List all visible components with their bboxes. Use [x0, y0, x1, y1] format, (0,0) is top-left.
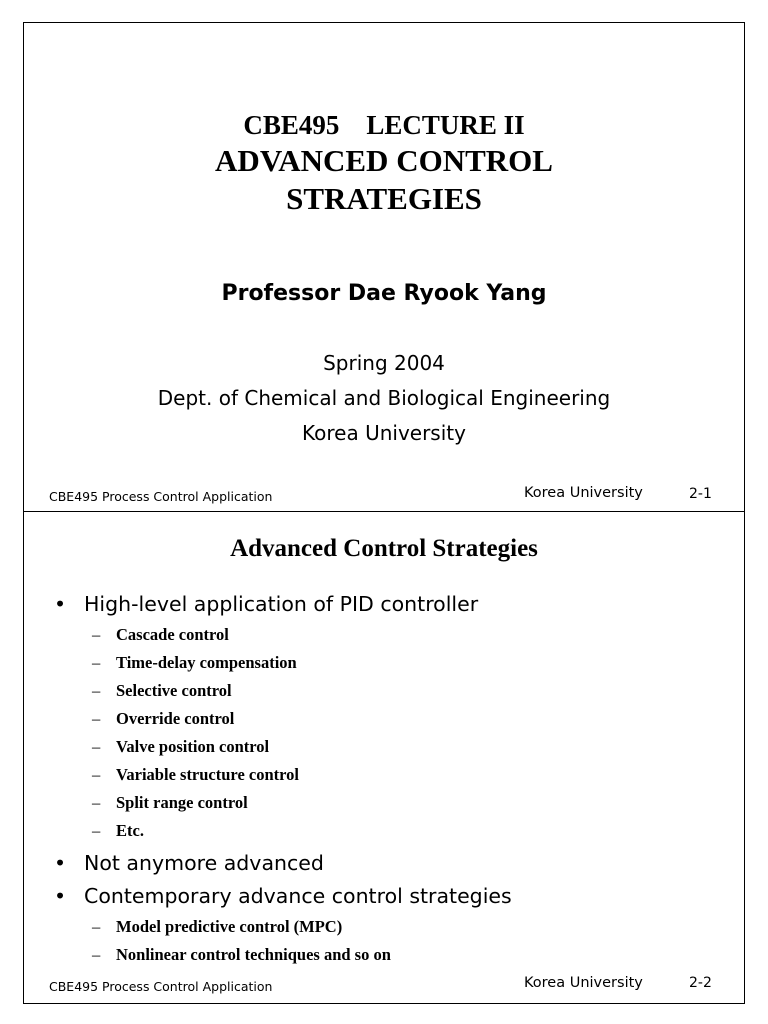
page-number: 2-2: [689, 975, 712, 991]
lecture-title-line-1: ADVANCED CONTROL: [215, 143, 553, 178]
sub-item: [92, 765, 299, 785]
bullet-text: Contemporary advance control strategies: [84, 884, 512, 908]
lecture-title-line-2: STRATEGIES: [286, 181, 482, 216]
dash-icon: –: [92, 681, 101, 700]
bullet-item: [54, 592, 478, 616]
sub-item-text: Model predictive control (MPC): [116, 917, 343, 936]
term: Spring 2004: [323, 351, 445, 375]
dash-icon: –: [92, 653, 101, 672]
sub-item: [92, 709, 234, 729]
dash-icon: –: [92, 765, 101, 784]
dash-icon: –: [92, 821, 101, 840]
page-number: 2-1: [689, 486, 712, 502]
sub-item: [92, 917, 342, 937]
dash-icon: –: [92, 945, 101, 964]
professor-name: Professor Dae Ryook Yang: [221, 281, 547, 306]
bullet-icon: •: [54, 592, 67, 616]
sub-item: [92, 681, 232, 701]
sub-item-text: Variable structure control: [116, 765, 300, 784]
sub-item-text: Time-delay compensation: [116, 653, 297, 672]
sub-item: [92, 625, 229, 645]
dash-icon: –: [92, 793, 101, 812]
department: Dept. of Chemical and Biological Engineering: [157, 386, 611, 410]
footer-university: Korea University: [524, 485, 643, 501]
footer-course: CBE495 Process Control Application: [49, 979, 273, 994]
dash-icon: –: [92, 917, 101, 936]
sub-item-text: Etc.: [116, 821, 144, 840]
sub-item-text: Selective control: [116, 681, 232, 700]
sub-item-text: Split range control: [116, 793, 248, 812]
dash-icon: –: [92, 737, 101, 756]
university: Korea University: [302, 421, 466, 445]
sub-item: [92, 821, 144, 841]
bullet-item: [54, 884, 512, 908]
dash-icon: –: [92, 709, 101, 728]
sub-item: [92, 793, 248, 813]
sub-item: [92, 653, 297, 673]
dash-icon: –: [92, 625, 101, 644]
sub-item: [92, 945, 391, 965]
sub-item-text: Override control: [116, 709, 235, 728]
bullet-text: High-level application of PID controller: [84, 592, 479, 616]
slide-title: Advanced Control Strategies: [230, 535, 538, 562]
slide-divider: [23, 511, 745, 512]
bullet-icon: •: [54, 851, 67, 875]
sub-item-text: Valve position control: [116, 737, 270, 756]
sub-item-text: Nonlinear control techniques and so on: [116, 945, 391, 964]
course-lecture-title: CBE495 LECTURE II: [243, 110, 525, 140]
sub-item: [92, 737, 269, 757]
bullet-text: Not anymore advanced: [84, 851, 324, 875]
bullet-icon: •: [54, 884, 67, 908]
sub-item-text: Cascade control: [116, 625, 229, 644]
bullet-item: [54, 851, 324, 875]
footer-course: CBE495 Process Control Application: [49, 489, 273, 504]
footer-university: Korea University: [524, 975, 643, 991]
